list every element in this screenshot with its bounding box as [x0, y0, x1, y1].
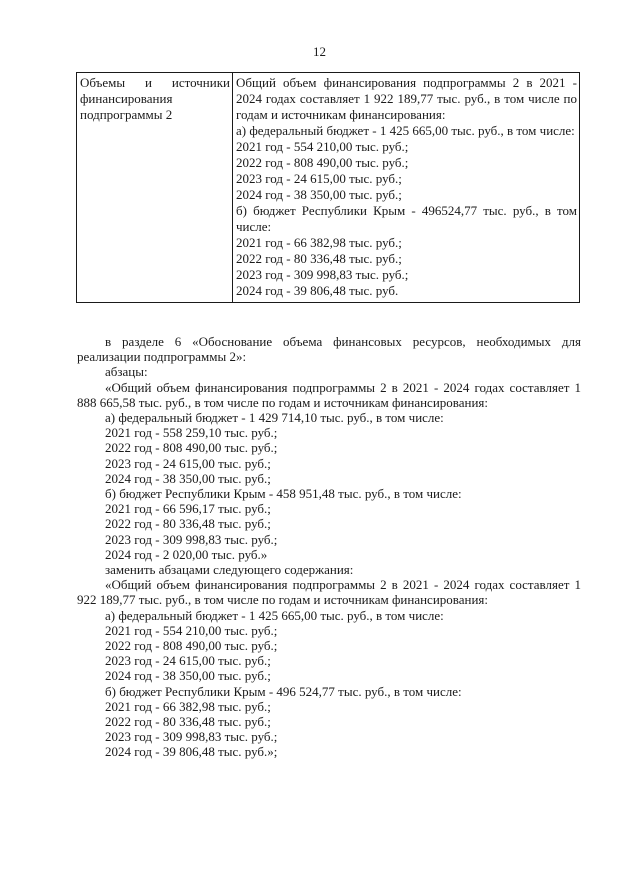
new-year-line: 2022 год - 808 490,00 тыс. руб.; — [105, 638, 278, 654]
old-year-line: 2021 год - 66 596,17 тыс. руб.; — [105, 501, 271, 517]
year-line: 2023 год - 309 998,83 тыс. руб.; — [236, 267, 409, 282]
year-line: 2024 год - 38 350,00 тыс. руб.; — [236, 187, 402, 202]
new-year-line: 2024 год - 39 806,48 тыс. руб.»; — [105, 744, 278, 760]
federal-heading: а) федеральный бюджет - 1 425 665,00 тыс. руб., в том числе: — [236, 123, 575, 138]
old-intro: «Общий объем финансирования подпрограммы 2 в 2021 - 2024 годах составляет 1 888 665,58 тыс. руб., в том числе по годам и источникам финансирования: — [77, 379, 581, 410]
paragraphs-word: абзацы: — [105, 364, 148, 380]
old-breakdown — [77, 410, 581, 562]
old-federal-heading: а) федеральный бюджет - 1 429 714,10 тыс. руб., в том числе: — [105, 410, 444, 426]
old-year-line: 2023 год - 309 998,83 тыс. руб.; — [105, 531, 278, 547]
section-intro: в разделе 6 «Обоснование объема финансовых ресурсов, необходимых для реализации подпрограммы 2»: — [77, 334, 581, 365]
new-year-line: 2023 год - 24 615,00 тыс. руб.; — [105, 653, 271, 669]
new-year-line: 2023 год - 309 998,83 тыс. руб.; — [105, 729, 278, 745]
year-line: 2023 год - 24 615,00 тыс. руб.; — [236, 171, 402, 186]
old-year-line: 2022 год - 808 490,00 тыс. руб.; — [105, 440, 278, 456]
year-line: 2021 год - 554 210,00 тыс. руб.; — [236, 139, 409, 154]
document-body — [77, 334, 581, 760]
new-year-line: 2021 год - 66 382,98 тыс. руб.; — [105, 698, 271, 714]
replace-phrase: заменить абзацами следующего содержания: — [105, 562, 354, 578]
year-line: 2021 год - 66 382,98 тыс. руб.; — [236, 235, 402, 250]
new-breakdown — [77, 608, 581, 760]
financing-table — [76, 72, 580, 303]
new-year-line: 2024 год - 38 350,00 тыс. руб.; — [105, 668, 271, 684]
new-crimea-heading: б) бюджет Республики Крым - 496 524,77 тыс. руб., в том числе: — [105, 683, 462, 699]
page-number: 12 — [313, 44, 326, 59]
old-year-line: 2024 год - 38 350,00 тыс. руб.; — [105, 470, 271, 486]
table-label-cell — [77, 73, 233, 303]
financing-label: Объемы и источники финансирования подпрограммы 2 — [80, 75, 230, 122]
new-federal-heading: а) федеральный бюджет - 1 425 665,00 тыс. руб., в том числе: — [105, 607, 444, 623]
old-year-line: 2024 год - 2 020,00 тыс. руб.» — [105, 546, 268, 562]
year-line: 2022 год - 808 490,00 тыс. руб.; — [236, 155, 409, 170]
new-intro: «Общий объем финансирования подпрограммы 2 в 2021 - 2024 годах составляет 1 922 189,77 тыс. руб., в том числе по годам и источникам финансирования: — [77, 577, 581, 608]
table-row — [77, 73, 580, 303]
old-crimea-heading: б) бюджет Республики Крым - 458 951,48 тыс. руб., в том числе: — [105, 486, 462, 502]
old-year-line: 2023 год - 24 615,00 тыс. руб.; — [105, 455, 271, 471]
new-year-line: 2022 год - 80 336,48 тыс. руб.; — [105, 714, 271, 730]
financing-intro: Общий объем финансирования подпрограммы 2 в 2021 - 2024 годах составляет 1 922 189,77 тыс. руб., в том числе по годам и источникам финансирования: — [236, 75, 577, 122]
new-year-line: 2021 год - 554 210,00 тыс. руб.; — [105, 622, 278, 638]
year-line: 2022 год - 80 336,48 тыс. руб.; — [236, 251, 402, 266]
year-line: 2024 год - 39 806,48 тыс. руб. — [236, 283, 399, 298]
crimea-heading: б) бюджет Республики Крым - 496524,77 тыс. руб., в том числе: — [236, 203, 577, 234]
old-year-line: 2022 год - 80 336,48 тыс. руб.; — [105, 516, 271, 532]
old-year-line: 2021 год - 558 259,10 тыс. руб.; — [105, 425, 278, 441]
table-value-cell — [233, 73, 580, 303]
